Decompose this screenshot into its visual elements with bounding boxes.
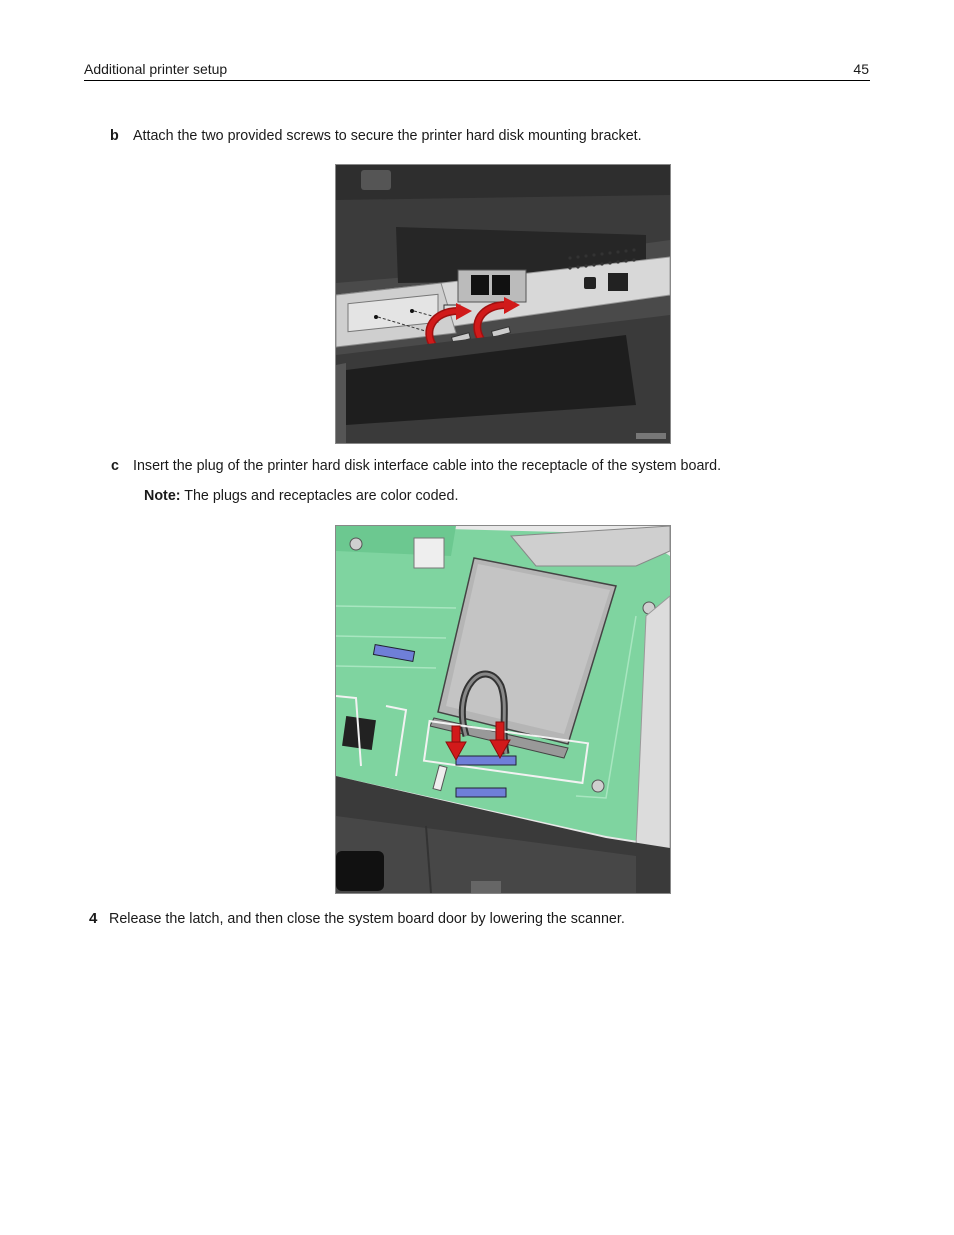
step-marker: c [111, 458, 119, 474]
header-rule [84, 80, 870, 81]
figure-hard-disk-cable [335, 525, 671, 894]
note [144, 488, 458, 504]
figure-mounting-bracket-screws [335, 164, 671, 444]
note-label: Note: [144, 488, 181, 504]
step-marker: b [110, 128, 119, 144]
header-title: Additional printer setup [84, 61, 228, 77]
note-text: The plugs and receptacles are color coded. [180, 488, 459, 504]
step-text: Attach the two provided screws to secure the printer hard disk mounting bracket. [133, 128, 642, 144]
step-text: Release the latch, and then close the system board door by lowering the scanner. [109, 911, 625, 927]
step-marker: 4 [89, 910, 98, 927]
page-number: 45 [853, 61, 869, 77]
hard-disk-cable-illustration [336, 526, 670, 893]
step-text: Insert the plug of the printer hard disk interface cable into the receptacle of the system board. [133, 458, 722, 474]
mounting-bracket-illustration [336, 165, 670, 443]
